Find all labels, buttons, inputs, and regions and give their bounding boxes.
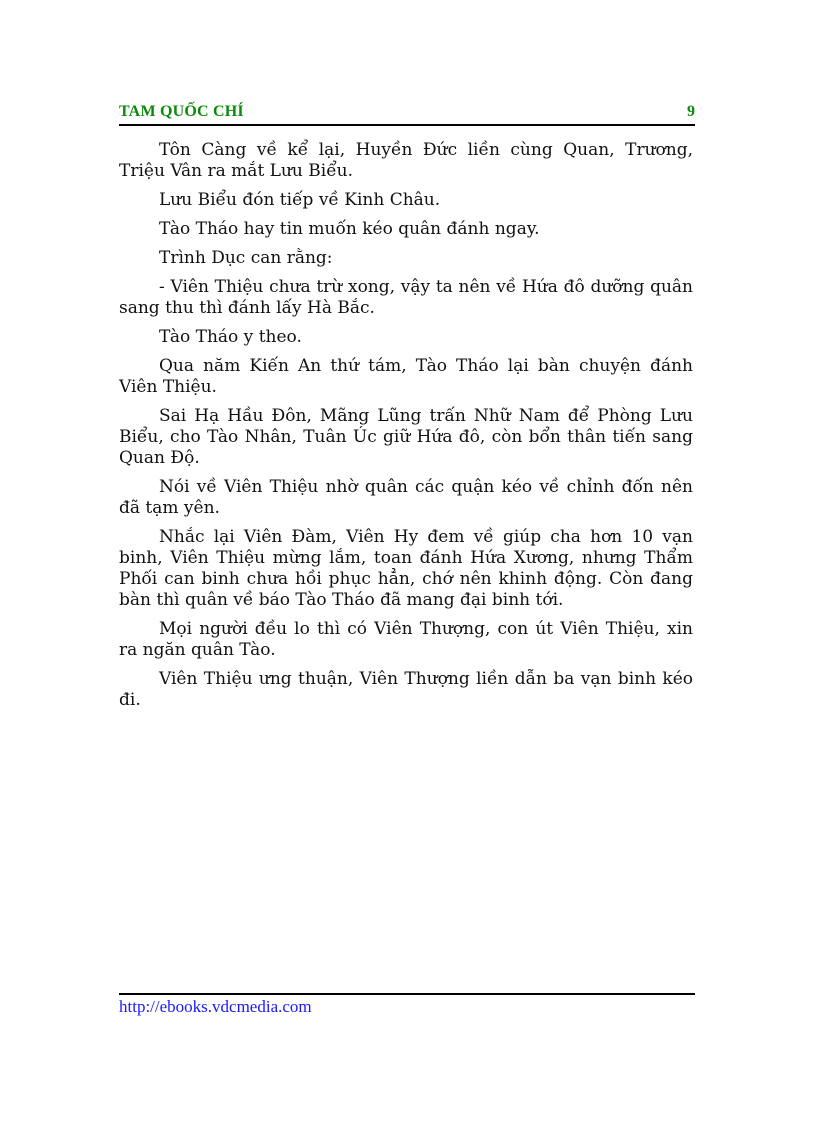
paragraph: Mọi người đều lo thì có Viên Thượng, con út Viên Thiệu, xin ra ngăn quân Tào. (119, 619, 693, 660)
paragraph: - Viên Thiệu chưa trừ xong, vậy ta nên về Hứa đô dưỡng quân sang thu thì đánh lấy Hà Bắc. (119, 277, 693, 318)
paragraph: Sai Hạ Hầu Đôn, Mãng Lũng trấn Nhữ Nam để Phòng Lưu Biểu, cho Tào Nhân, Tuân Úc giữ Hứa đô, còn bổn thân tiến sang Quan Độ. (119, 406, 693, 468)
paragraph: Tào Tháo hay tin muốn kéo quân đánh ngay. (159, 219, 540, 239)
paragraph: Lưu Biểu đón tiếp về Kinh Châu. (159, 190, 441, 210)
book-title: TAM QUỐC CHÍ (119, 103, 244, 120)
paragraph: Trình Dục can rằng: (159, 248, 333, 268)
body-text (119, 140, 693, 719)
paragraph: Tôn Càng về kể lại, Huyền Đức liền cùng Quan, Trương, Triệu Vân ra mắt Lưu Biểu. (119, 140, 693, 181)
page-number: 9 (687, 103, 695, 120)
page-header (119, 100, 695, 126)
footer-website-link[interactable]: http://ebooks.vdcmedia.com (119, 997, 312, 1016)
paragraph: Nhắc lại Viên Đàm, Viên Hy đem về giúp cha hơn 10 vạn binh, Viên Thiệu mừng lắm, toan đánh Hứa Xương, nhưng Thẩm Phối can binh chưa hồi phục hẳn, chớ nên khinh động. Còn đang bàn thì quân về báo Tào Tháo đã mang đại binh tới. (119, 527, 693, 610)
paragraph: Viên Thiệu ưng thuận, Viên Thượng liền dẫn ba vạn binh kéo đi. (119, 669, 693, 710)
paragraph: Qua năm Kiến An thứ tám, Tào Tháo lại bàn chuyện đánh Viên Thiệu. (119, 356, 693, 397)
paragraph: Nói về Viên Thiệu nhờ quân các quận kéo về chỉnh đốn nên đã tạm yên. (119, 477, 693, 518)
paragraph: Tào Tháo y theo. (159, 327, 302, 347)
page-footer (119, 993, 695, 1017)
